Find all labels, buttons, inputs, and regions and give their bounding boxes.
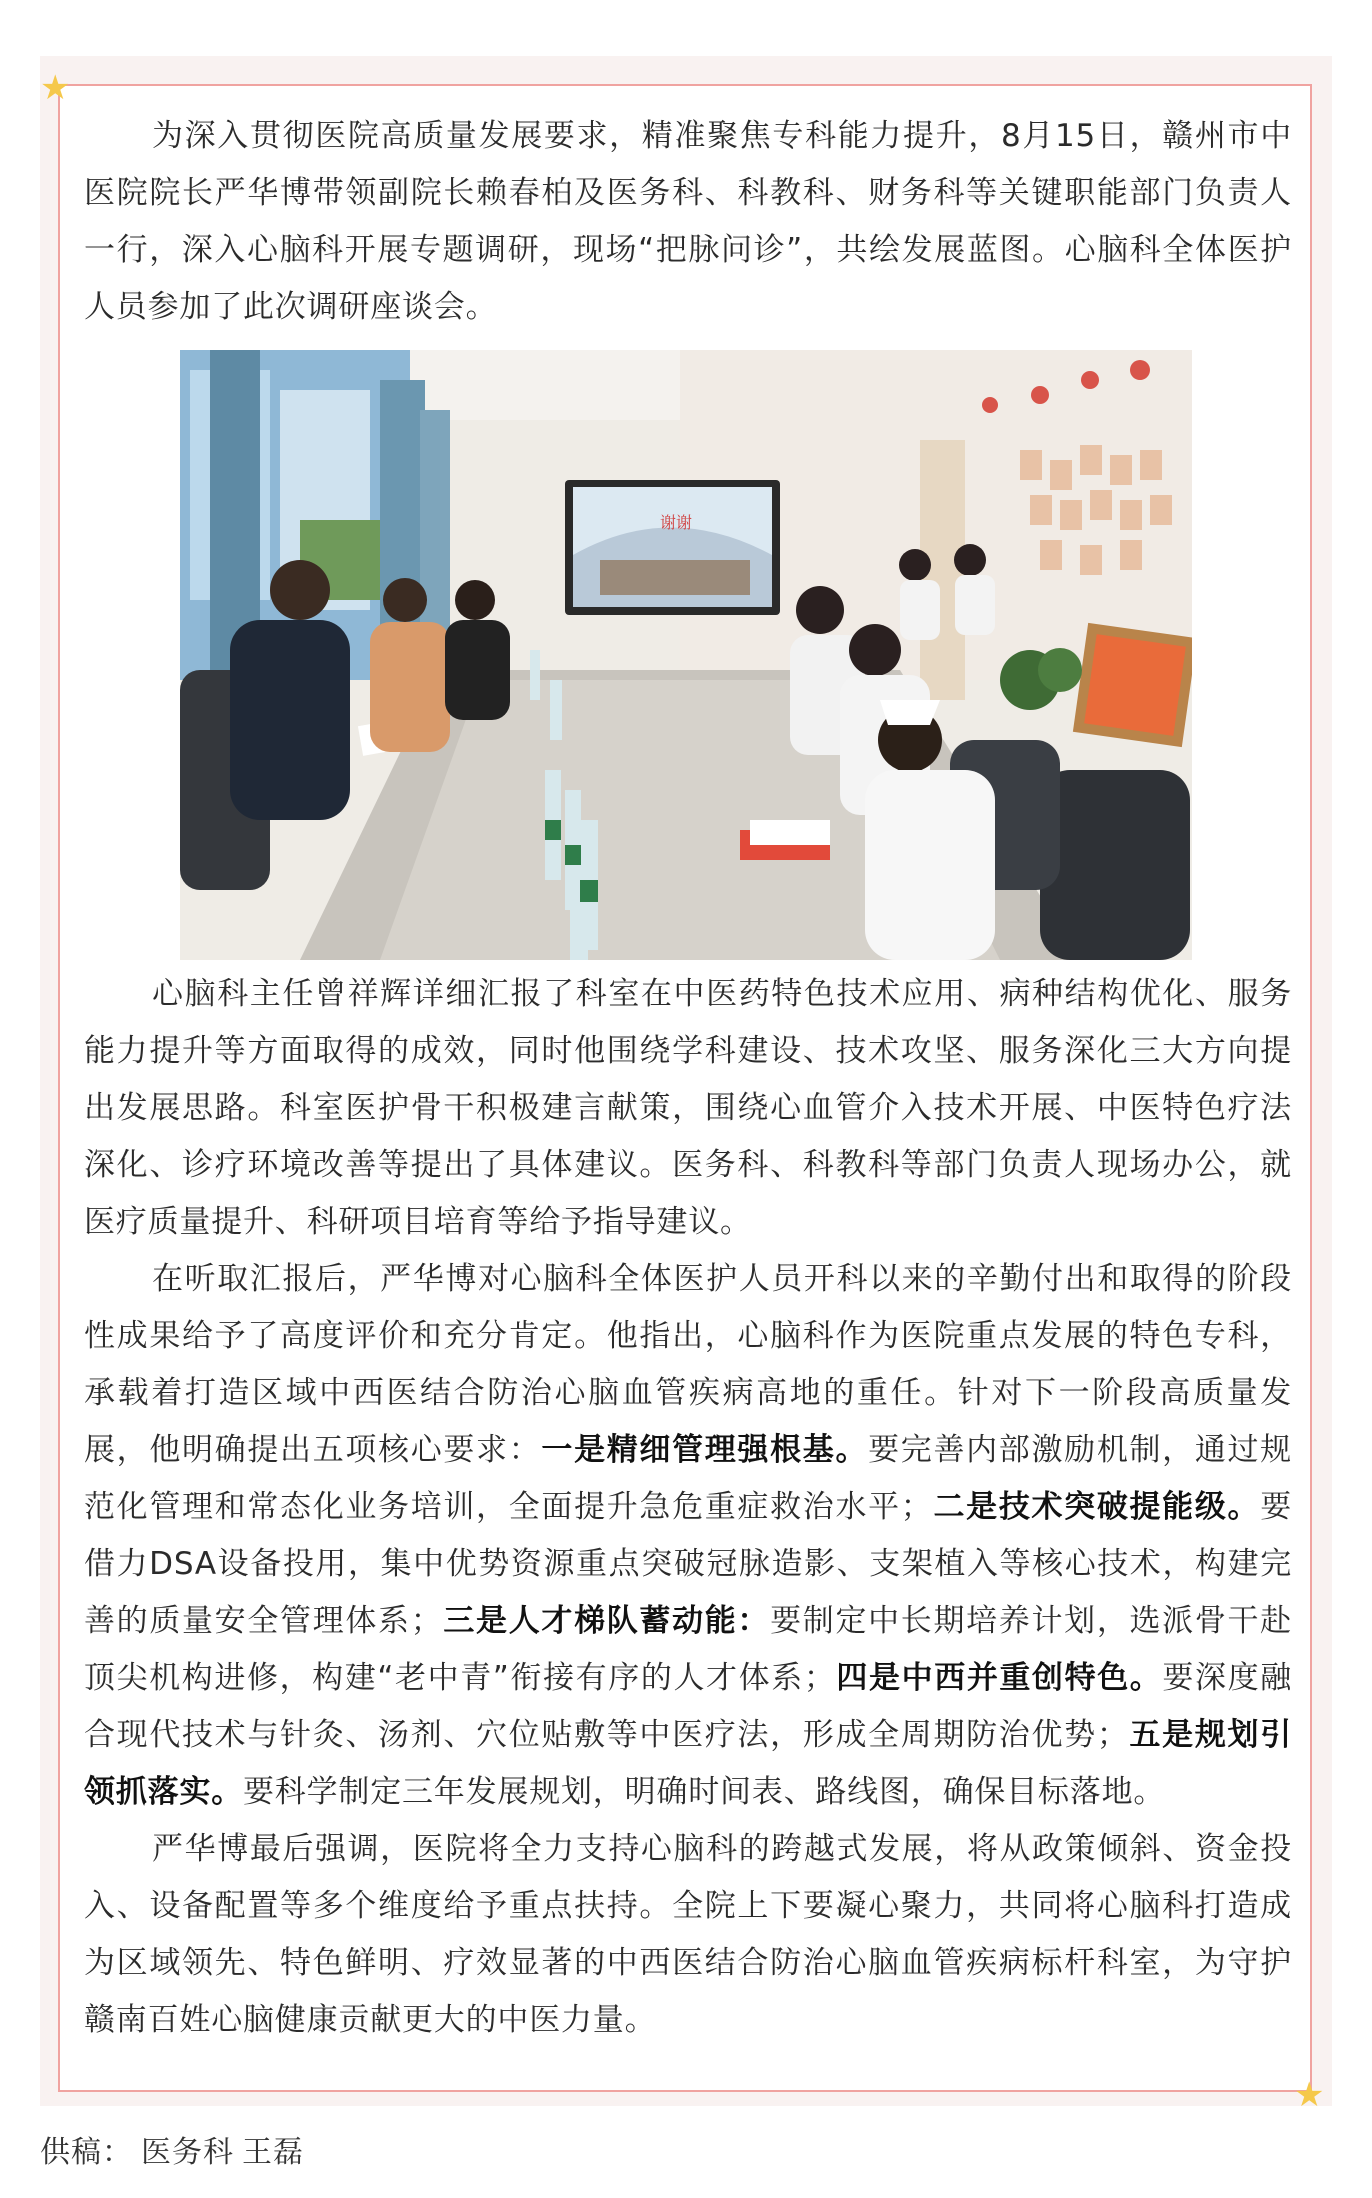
screen-text: 谢谢 [660, 513, 693, 532]
paragraph-report: 心脑科主任曾祥辉详细汇报了科室在中医药特色技术应用、病种结构优化、服务能力提升等方面取得的成效，同时他围绕学科建设、技术攻坚、服务深化三大方向提出发展思路。科室医护骨干积极建言献策，围绕心血管介入技术开展、中医特色疗法深化、诊疗环境改善等提出了具体建议。医务科、科教科等部门负责人现场办公，就医疗质量提升、科研项目培育等给予指导建议。 [84, 976, 1292, 1240]
byline-dept: 医务科 [141, 2135, 234, 2170]
meeting-photo [180, 350, 1192, 960]
byline-label: 供稿： [40, 2135, 133, 2170]
paragraph-requirements [84, 1251, 1292, 1821]
byline-author: 王磊 [242, 2135, 304, 2170]
requirement-1-title: 一是精细管理强根基。 [541, 1432, 869, 1468]
requirement-3-title: 三是人才梯队蓄动能： [442, 1603, 771, 1639]
star-icon: ★ [40, 68, 71, 108]
byline [40, 2133, 312, 2173]
requirement-1-text: 要完善内部激励机制，通过规范化管理和常态化业务培训，全面提升急危重症救治水平； [84, 1432, 1292, 1525]
paragraph-conclusion: 严华博最后强调，医院将全力支持心脑科的跨越式发展，将从政策倾斜、资金投入、设备配置等多个维度给予重点扶持。全院上下要凝心聚力，共同将心脑科打造成为区域领先、特色鲜明、疗效显著的中西医结合防治心脑血管疾病标杆科室，为守护赣南百姓心脑健康贡献更大的中医力量。 [84, 1831, 1292, 2038]
requirement-5-text: 要科学制定三年发展规划，明确时间表、路线图，确保目标落地。 [243, 1774, 1166, 1810]
requirement-2-text: 要借力DSA设备投用，集中优势资源重点突破冠脉造影、支架植入等核心技术，构建完善的质量安全管理体系； [84, 1489, 1293, 1639]
requirement-4-title: 四是中西并重创特色。 [835, 1660, 1163, 1696]
paragraph-intro: 为深入贯彻医院高质量发展要求，精准聚焦专科能力提升，8月15日，赣州市中医院院长严华博带领副院长赖春柏及医务科、科教科、财务科等关键职能部门负责人一行，深入心脑科开展专题调研，现场“把脉问诊”，共绘发展蓝图。心脑科全体医护人员参加了此次调研座谈会。 [84, 118, 1292, 325]
requirement-4-text: 要深度融合现代技术与针灸、汤剂、穴位贴敷等中医疗法，形成全周期防治优势； [84, 1660, 1292, 1753]
requirement-5-title: 五是规划引领抓落实。 [84, 1717, 1293, 1810]
requirement-2-title: 二是技术突破提能级。 [932, 1489, 1261, 1525]
requirements-intro: 在听取汇报后，严华博对心脑科全体医护人员开科以来的辛勤付出和取得的阶段性成果给予了高度评价和充分肯定。他指出，心脑科作为医院重点发展的特色专科，承载着打造区域中西医结合防治心脑血管疾病高地的重任。针对下一阶段高质量发展，他明确提出五项核心要求： [84, 1261, 1292, 1468]
requirement-3-text: 要制定中长期培养计划，选派骨干赴顶尖机构进修，构建“老中青”衔接有序的人才体系； [84, 1603, 1292, 1696]
article-body [84, 108, 1292, 2049]
star-icon: ★ [1294, 2075, 1325, 2115]
